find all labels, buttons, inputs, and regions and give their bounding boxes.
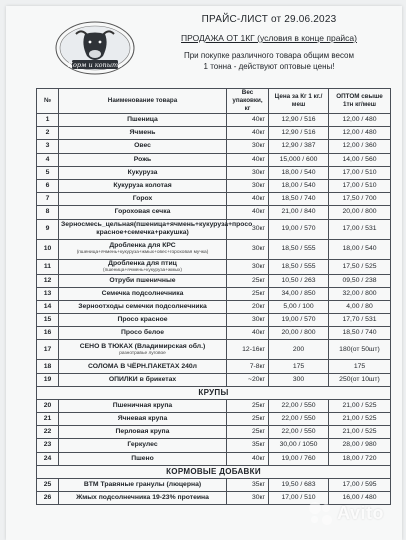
- cell-pack: 25кг: [227, 413, 269, 426]
- cell-wholesale: 21,00 / 525: [329, 413, 391, 426]
- cell-num: 24: [37, 452, 59, 465]
- cell-num: 17: [37, 340, 59, 360]
- table-row: [37, 327, 391, 340]
- cell-pack: 40кг: [227, 127, 269, 140]
- cell-price: 19,00 / 570: [269, 314, 329, 327]
- cow-logo: [54, 20, 136, 76]
- cell-pack: 25кг: [227, 274, 269, 287]
- logo-text: Корм и копыта: [67, 61, 123, 69]
- cell-num: 26: [37, 491, 59, 504]
- cell-price: 17,00 / 510: [269, 491, 329, 504]
- cell-price: 12,90 / 387: [269, 140, 329, 153]
- cell-price: 30,00 / 1050: [269, 439, 329, 452]
- cell-wholesale: 12,00 / 480: [329, 127, 391, 140]
- cell-price: 21,00 / 840: [269, 206, 329, 219]
- cell-name: Дробленка для птиц (пшеница+ячмень+кукуруза+жмых): [59, 259, 227, 274]
- table-row: [37, 239, 391, 259]
- cell-name: Ячмень: [59, 127, 227, 140]
- cell-num: 25: [37, 478, 59, 491]
- cell-wholesale: 18,50 / 740: [329, 327, 391, 340]
- cell-wholesale: 21,00 / 525: [329, 426, 391, 439]
- cell-pack: 30кг: [227, 166, 269, 179]
- cell-wholesale: 32,00 / 800: [329, 287, 391, 300]
- cell-wholesale: 4,00 / 80: [329, 300, 391, 313]
- cell-name: Зерносмесь_цельная(пшеница+ячмень+кукуруза+просо красное+семечка+ракушка): [59, 219, 227, 239]
- cell-price: 300: [269, 373, 329, 386]
- cell-price: 12,90 / 516: [269, 114, 329, 127]
- cell-wholesale: 12,00 / 360: [329, 140, 391, 153]
- cell-num: 9: [37, 219, 59, 239]
- cell-pack: 7-8кг: [227, 360, 269, 373]
- cell-num: 6: [37, 179, 59, 192]
- cell-price: 12,90 / 516: [269, 127, 329, 140]
- cell-wholesale: 18,00 / 720: [329, 452, 391, 465]
- cell-wholesale: 14,00 / 560: [329, 153, 391, 166]
- cell-pack: 35кг: [227, 439, 269, 452]
- col-header-price: Цена за Кг 1 кг./меш: [269, 89, 329, 114]
- cell-name: Жмых подсолнечника 19-23% протеина: [59, 491, 227, 504]
- cell-price: 19,00 / 570: [269, 219, 329, 239]
- col-header-num: №: [37, 89, 59, 114]
- table-row: [37, 314, 391, 327]
- wholesale-note: При покупке различного товара общим весом 1 тонна - действуют оптовые цены!: [183, 51, 355, 71]
- cell-name-detail: разнотравье луговое: [119, 350, 166, 356]
- avito-watermark: [307, 500, 384, 526]
- cell-name-detail: (пшеница+ячмень+кукуруза+жмых): [103, 267, 182, 273]
- table-row: [37, 439, 391, 452]
- cell-price: 18,00 / 540: [269, 179, 329, 192]
- cell-price: 22,00 / 550: [269, 426, 329, 439]
- cell-name: СОЛОМА В ЧЁРН.ПАКЕТАХ 240л: [59, 360, 227, 373]
- cell-price: 10,50 / 263: [269, 274, 329, 287]
- cell-num: 2: [37, 127, 59, 140]
- table-row: [37, 114, 391, 127]
- cell-pack: 40кг: [227, 452, 269, 465]
- table-row: [37, 166, 391, 179]
- table-row: [37, 153, 391, 166]
- cell-pack: 25кг: [227, 399, 269, 412]
- cell-name: ОПИЛКИ в брикетах: [59, 373, 227, 386]
- cell-num: 5: [37, 166, 59, 179]
- cell-name: Пшено: [59, 452, 227, 465]
- cell-pack: 30кг: [227, 491, 269, 504]
- cell-num: 14: [37, 300, 59, 313]
- table-row: [37, 399, 391, 412]
- cell-price: 15,000 / 600: [269, 153, 329, 166]
- cell-num: 22: [37, 426, 59, 439]
- cell-pack: ~20кг: [227, 373, 269, 386]
- cell-num: 3: [37, 140, 59, 153]
- cell-wholesale: 17,00 / 510: [329, 166, 391, 179]
- cell-name: BTM Травяные гранулы (люцерна): [59, 478, 227, 491]
- cell-name: Дробленка для КРС (пшеница+ячмень+кукуруза+жмых+овес+гороховая мучка): [59, 239, 227, 259]
- cell-name: Перловая крупа: [59, 426, 227, 439]
- cell-wholesale: 21,00 / 525: [329, 399, 391, 412]
- table-row: [37, 413, 391, 426]
- col-header-wholesale: ОПТОМ свыше 1тн кг/меш: [329, 89, 391, 114]
- cell-wholesale: 09,50 / 238: [329, 274, 391, 287]
- table-row: [37, 300, 391, 313]
- avito-logo-icon: [307, 500, 333, 526]
- cell-num: 13: [37, 287, 59, 300]
- cell-pack: 40кг: [227, 206, 269, 219]
- cell-num: 23: [37, 439, 59, 452]
- cell-name: Кукуруза колотая: [59, 179, 227, 192]
- cell-num: 21: [37, 413, 59, 426]
- cell-name: Гороховая сечка: [59, 206, 227, 219]
- cell-num: 8: [37, 206, 59, 219]
- cell-wholesale: 28,00 / 980: [329, 439, 391, 452]
- price-table: [36, 88, 391, 505]
- table-row: [37, 274, 391, 287]
- price-list-sheet: [6, 6, 402, 540]
- cell-pack: 40кг: [227, 193, 269, 206]
- cell-wholesale: 17,00 / 510: [329, 179, 391, 192]
- sale-conditions: ПРОДАЖА ОТ 1КГ (условия в конце прайса): [181, 33, 357, 43]
- cell-name: Просо белое: [59, 327, 227, 340]
- cell-pack: 35кг: [227, 478, 269, 491]
- cell-pack: 30кг: [227, 140, 269, 153]
- cell-wholesale: 17,70 / 531: [329, 314, 391, 327]
- cell-price: 18,50 / 555: [269, 259, 329, 274]
- cell-name: Овес: [59, 140, 227, 153]
- cell-wholesale: 16,00 / 480: [329, 491, 391, 504]
- col-header-name: Наименование товара: [59, 89, 227, 114]
- cell-name: Ячневая крупа: [59, 413, 227, 426]
- cell-pack: 30кг: [227, 219, 269, 239]
- cell-wholesale: 17,50 / 700: [329, 193, 391, 206]
- col-header-pack: Вес упаковки, кг: [227, 89, 269, 114]
- cell-wholesale: 250(от 10шт): [329, 373, 391, 386]
- cell-price: 5,00 / 100: [269, 300, 329, 313]
- cell-wholesale: 17,50 / 525: [329, 259, 391, 274]
- cell-num: 18: [37, 360, 59, 373]
- cell-num: 10: [37, 239, 59, 259]
- cell-wholesale: 18,00 / 540: [329, 239, 391, 259]
- cell-price: 18,50 / 555: [269, 239, 329, 259]
- cell-name: Кукуруза: [59, 166, 227, 179]
- cell-name-detail: (пшеница+ячмень+кукуруза+жмых+овес+гороховая мучка): [76, 250, 209, 255]
- table-header-row: [37, 89, 391, 114]
- cell-price: 175: [269, 360, 329, 373]
- cell-pack: 30кг: [227, 239, 269, 259]
- table-row: [37, 452, 391, 465]
- table-row: [37, 340, 391, 360]
- table-row: [37, 287, 391, 300]
- cell-price: 22,00 / 550: [269, 413, 329, 426]
- cell-wholesale: 17,00 / 531: [329, 219, 391, 239]
- cell-name: Семечка подсолнечника: [59, 287, 227, 300]
- cell-num: 11: [37, 259, 59, 274]
- cell-pack: 40кг: [227, 327, 269, 340]
- cell-pack: 20кг: [227, 300, 269, 313]
- cell-pack: 30кг: [227, 179, 269, 192]
- table-row: [37, 360, 391, 373]
- cell-price: 19,00 / 760: [269, 452, 329, 465]
- cell-num: 4: [37, 153, 59, 166]
- cell-pack: 40кг: [227, 114, 269, 127]
- page-title: ПРАЙС-ЛИСТ от 29.06.2023: [201, 14, 337, 25]
- cell-num: 20: [37, 399, 59, 412]
- cell-name: Отруби пшеничные: [59, 274, 227, 287]
- cell-wholesale: 180(от 50шт): [329, 340, 391, 360]
- cell-name: Пшеница: [59, 114, 227, 127]
- header: [134, 12, 404, 72]
- cell-price: 18,50 / 740: [269, 193, 329, 206]
- cell-num: 19: [37, 373, 59, 386]
- section-additives: КОРМОВЫЕ ДОБАВКИ: [37, 465, 391, 478]
- cell-num: 16: [37, 327, 59, 340]
- cell-pack: 25кг: [227, 426, 269, 439]
- cell-name: СЕНО В ТЮКАХ (Владимирская обл.) разнотравье луговое: [59, 340, 227, 360]
- cell-pack: 25кг: [227, 287, 269, 300]
- avito-text: Avito: [337, 502, 384, 523]
- cell-pack: 40кг: [227, 153, 269, 166]
- table-row: [37, 140, 391, 153]
- cell-name: Геркулес: [59, 439, 227, 452]
- cell-num: 15: [37, 314, 59, 327]
- section-groats: КРУПЫ: [37, 386, 391, 399]
- cell-name: Горох: [59, 193, 227, 206]
- cell-price: 22,00 / 550: [269, 399, 329, 412]
- table-row: [37, 179, 391, 192]
- table-row: [37, 426, 391, 439]
- cell-wholesale: 12,00 / 480: [329, 114, 391, 127]
- cell-price: 18,00 / 540: [269, 166, 329, 179]
- cell-price: 20,00 / 800: [269, 327, 329, 340]
- cell-wholesale: 17,00 / 595: [329, 478, 391, 491]
- cell-wholesale: 175: [329, 360, 391, 373]
- cell-price: 34,00 / 850: [269, 287, 329, 300]
- cell-name: Рожь: [59, 153, 227, 166]
- cell-pack: 12-16кг: [227, 340, 269, 360]
- cell-name: Пшеничная крупа: [59, 399, 227, 412]
- cell-name: Зерноотходы семечки подсолнечника: [59, 300, 227, 313]
- table-row: [37, 127, 391, 140]
- cell-num: 7: [37, 193, 59, 206]
- cell-name: Просо красное: [59, 314, 227, 327]
- cell-num: 12: [37, 274, 59, 287]
- cell-num: 1: [37, 114, 59, 127]
- table-row: [37, 478, 391, 491]
- cell-price: 19,50 / 683: [269, 478, 329, 491]
- cell-pack: 30кг: [227, 259, 269, 274]
- table-row: [37, 373, 391, 386]
- cell-price: 200: [269, 340, 329, 360]
- table-row: [37, 206, 391, 219]
- table-row: [37, 219, 391, 239]
- table-row: [37, 193, 391, 206]
- cell-pack: 30кг: [227, 314, 269, 327]
- table-row: [37, 259, 391, 274]
- cell-wholesale: 20,00 / 800: [329, 206, 391, 219]
